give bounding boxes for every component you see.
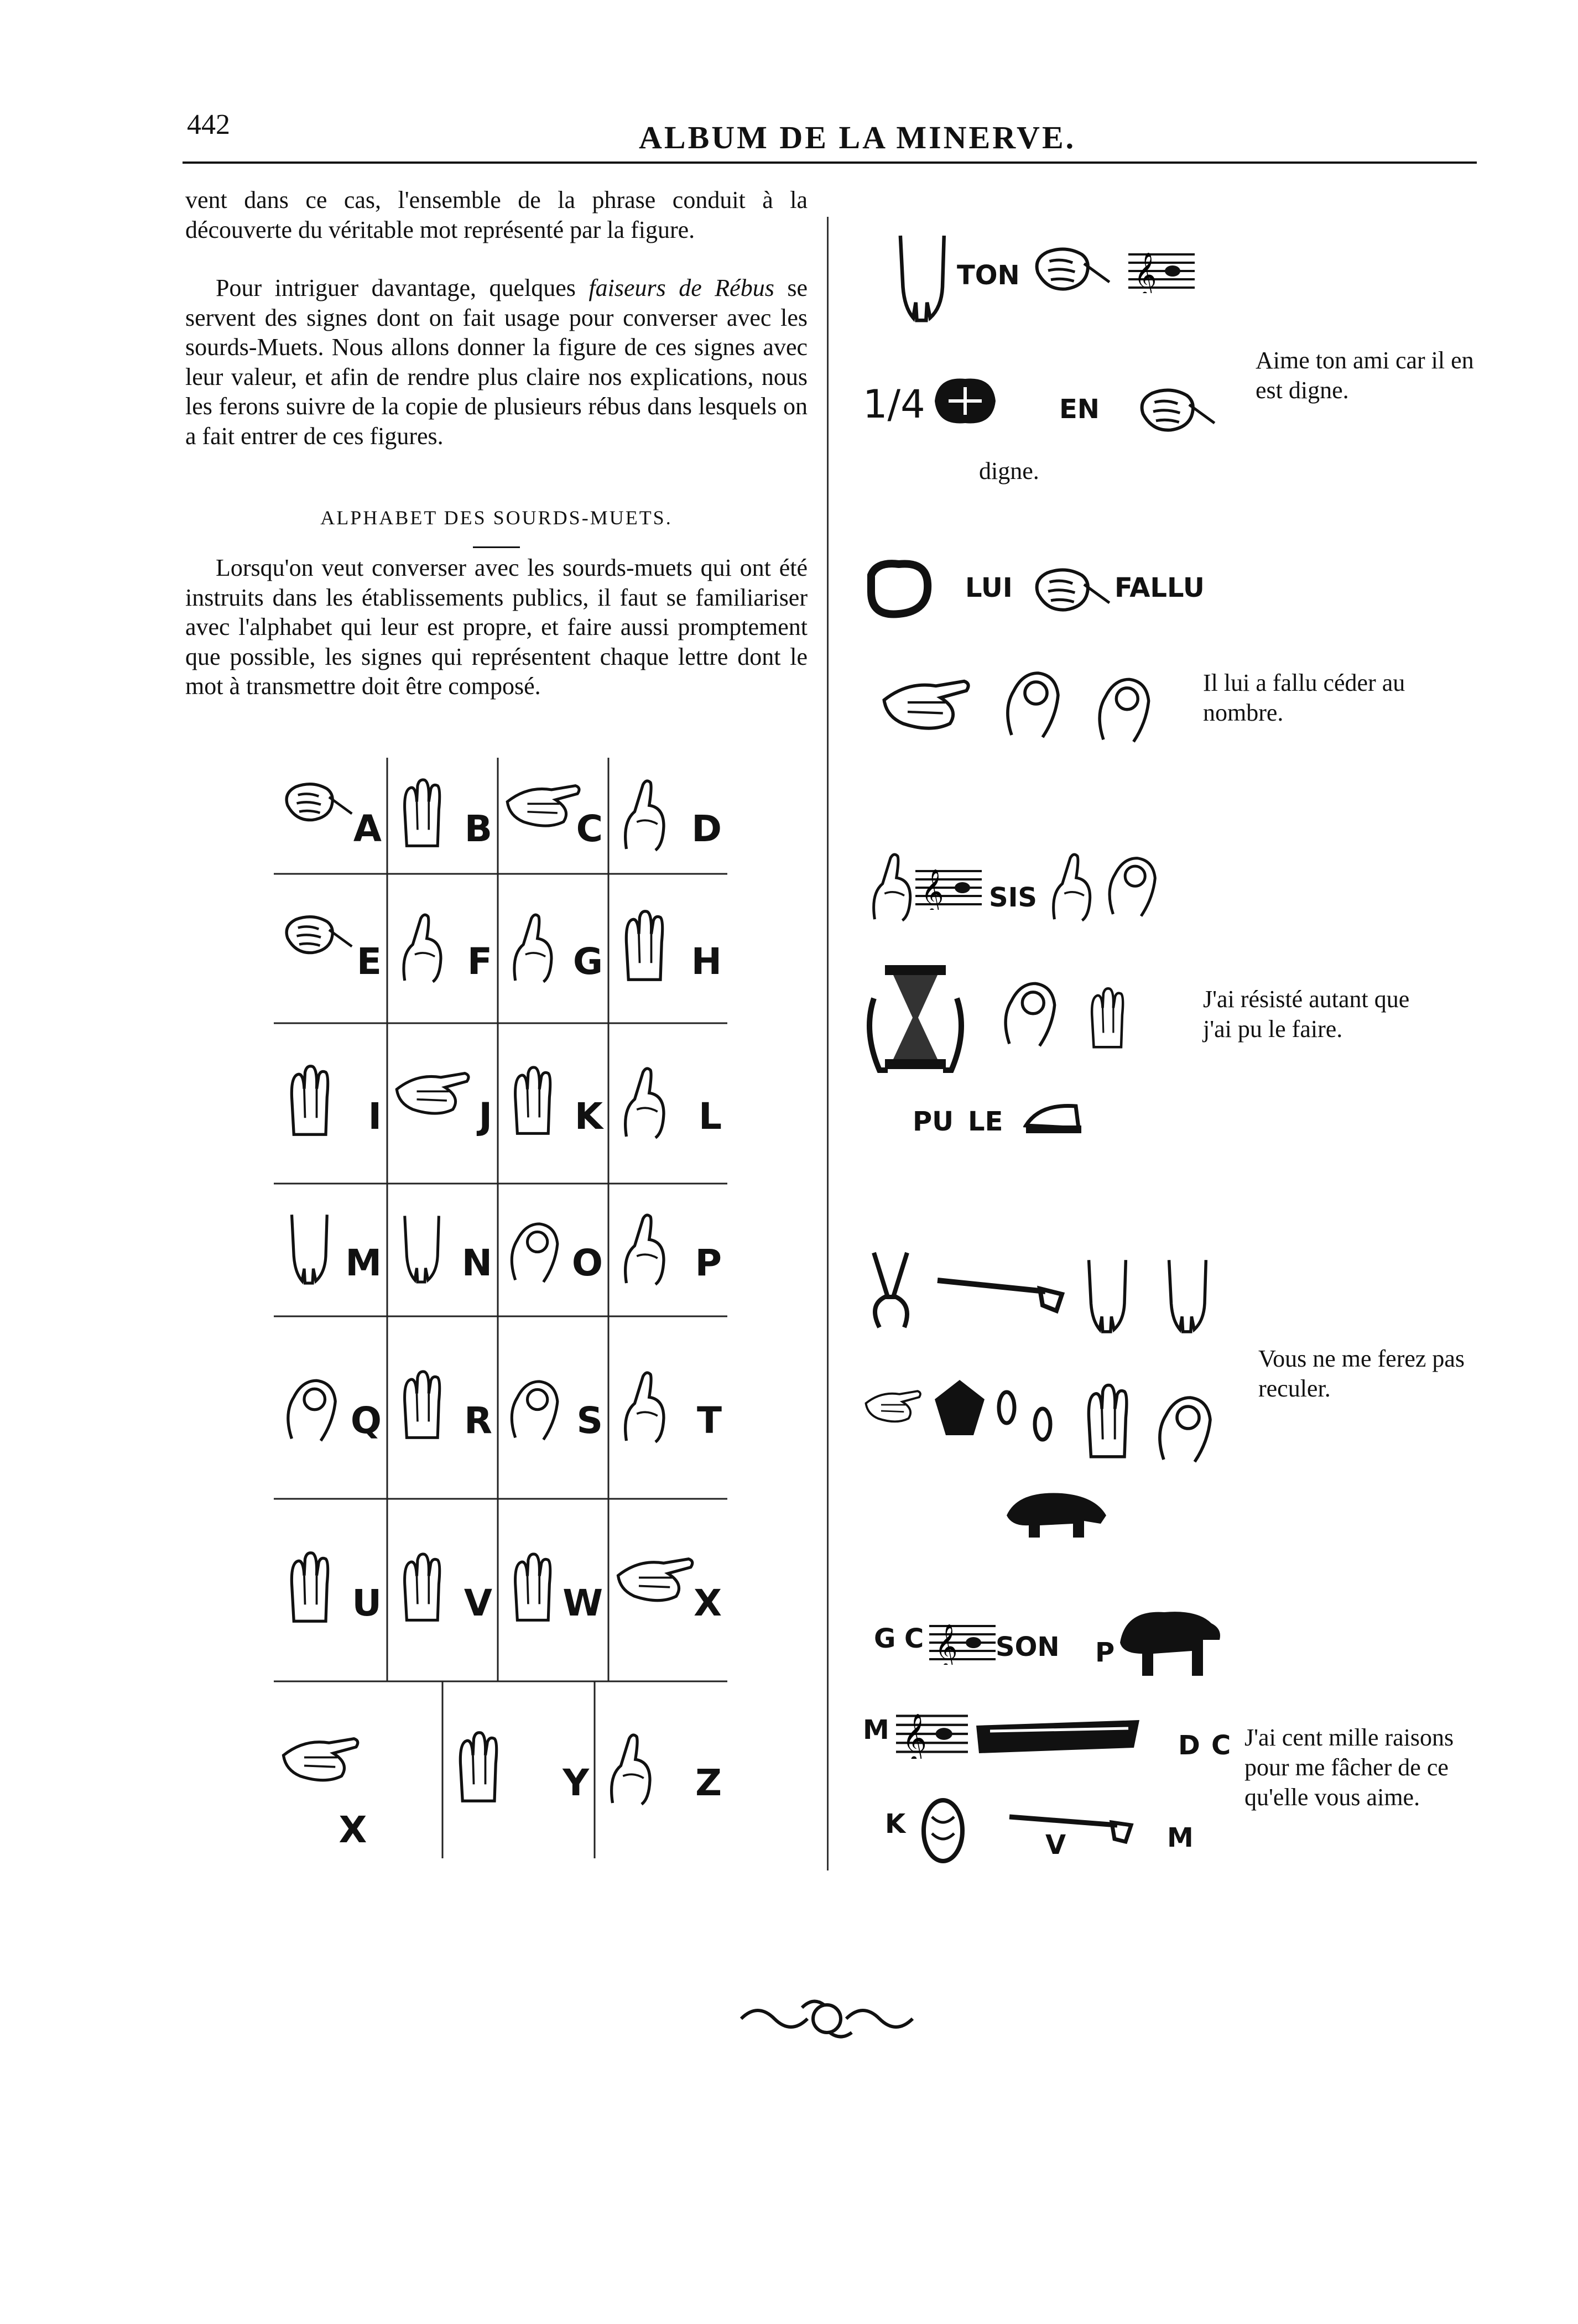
rebus-2: [863, 548, 1477, 780]
sign-hand-icon: [503, 904, 584, 993]
hourglass-icon: [863, 960, 968, 1076]
rebus-answer: Vous ne me ferez pas reculer.: [1258, 1345, 1465, 1402]
alphabet-cell-q: [274, 1316, 387, 1499]
alphabet-letter: B: [464, 807, 492, 850]
hand-ring-icon: [1150, 1377, 1217, 1471]
music-staff-icon: [929, 1620, 996, 1668]
sign-hand-icon: [393, 1059, 473, 1148]
rebus-word: C: [1211, 1730, 1231, 1761]
svg-text:𝄞: 𝄞: [935, 1623, 958, 1665]
rebus-word: M: [1167, 1822, 1194, 1853]
paragraph-2-text-b: se servent des signes dont on fait usage pour converser avec les sourds-Muets. Nous allons donner la figure de ces signes avec leur valeur, et afin de rendre plus claire nos explications, nous les ferons suivre de la copie de plusieurs rébus dans lesquels on a fait entrer de ces figures.: [185, 274, 808, 450]
rebus-3: [863, 841, 1477, 1173]
rebus-answer: J'ai cent mille raisons pour me fâcher de ce qu'elle vous aime.: [1244, 1724, 1454, 1811]
section-heading: ALPHABET DES SOURDS-MUETS.: [320, 507, 673, 529]
alphabet-letter: J: [478, 1095, 492, 1138]
paragraph-2-italic: faiseurs de Rébus: [589, 274, 774, 301]
boar-icon: [1001, 1482, 1112, 1543]
alphabet-cell-x: [274, 1681, 442, 1858]
fraction: 1/4: [863, 382, 925, 427]
alphabet-letter: R: [464, 1399, 492, 1442]
alphabet-cell-m: [274, 1184, 387, 1316]
iron-icon: [1023, 1095, 1084, 1139]
alphabet-letter: I: [368, 1095, 382, 1138]
hand-fist-icon: [1134, 379, 1217, 440]
alphabet-cell-c: [498, 758, 608, 874]
alphabet-letter: P: [695, 1242, 722, 1284]
alphabet-cell-o: [498, 1184, 608, 1316]
alphabet-cell-i: [274, 1023, 387, 1184]
rebus-word: P: [1095, 1637, 1115, 1668]
sign-hand-icon: [393, 772, 473, 860]
alphabet-cell-n: [387, 1184, 498, 1316]
music-staff-icon: [913, 866, 985, 913]
hand-point-icon: [1043, 841, 1098, 935]
sign-hand-icon: [279, 1546, 362, 1634]
sign-hand-icon: [393, 1546, 473, 1634]
rebus-1: [863, 221, 1477, 509]
alphabet-letter: H: [691, 940, 722, 983]
paragraph-3-text: Lorsqu'on veut converser avec les sourds-muets qui ont été instruits dans les établissements publics, il faut se familiariser avec l'alphabet qui leur est propre, et faire aussi promptement que possible, les signes qui représentent chaque lettre dont le mot à transmettre doit être composé.: [185, 554, 808, 700]
alphabet-cell-s: [498, 1316, 608, 1499]
svg-text:𝄞: 𝄞: [921, 868, 944, 910]
alphabet-letter: M: [345, 1242, 382, 1284]
alphabet-cell-b: [387, 758, 498, 874]
rebus-word: LUI: [965, 572, 1013, 603]
rebus-word: SIS: [989, 882, 1037, 913]
rebus-answer: J'ai résisté autant que j'ai pu le faire.: [1203, 986, 1410, 1043]
hand-up-icon: [1081, 979, 1131, 1062]
alphabet-cell-p: [608, 1184, 727, 1316]
rebus-word: V: [1045, 1830, 1066, 1861]
hand-point-icon: [863, 843, 918, 932]
alphabet-cell-w: [498, 1499, 608, 1681]
alphabet-cell-j: [387, 1023, 498, 1184]
bear-icon: [1115, 1598, 1225, 1681]
leaf-icon: [926, 371, 1004, 431]
hand-down-icon: [1076, 1244, 1137, 1349]
sign-hand-icon: [503, 772, 584, 860]
paragraph-1: vent dans ce cas, l'ensemble de la phrase conduit à la découverte du véritable mot représenté par la figure.: [185, 186, 808, 243]
hand-ring-icon: [1090, 666, 1156, 744]
svg-text:𝄞: 𝄞: [1134, 252, 1157, 293]
alphabet-letter: N: [461, 1242, 492, 1284]
sign-hand-icon: [614, 1059, 697, 1148]
plank-icon: [973, 1709, 1145, 1764]
alphabet-cell-d: [608, 758, 727, 874]
hand-fist-icon: [1029, 553, 1112, 625]
alphabet-letter: Y: [563, 1762, 589, 1804]
running-head-title: ALBUM DE LA MINERVE.: [639, 119, 1076, 155]
alphabet-cell-f: [387, 874, 498, 1023]
rebus-word: SON: [996, 1632, 1060, 1663]
music-staff-icon: [1128, 249, 1195, 296]
rebus-word: digne.: [979, 457, 1039, 484]
alphabet-letter: X: [694, 1582, 722, 1624]
sign-hand-icon: [279, 1363, 362, 1452]
sign-hand-icon: [503, 1059, 584, 1148]
alphabet-cell-r: [387, 1316, 498, 1499]
alphabet-letter: V: [463, 1582, 492, 1624]
sign-hand-icon: [600, 1726, 683, 1814]
rebus-answer: Il lui a fallu céder au nombre.: [1203, 669, 1405, 726]
alphabet-cell-h: [608, 874, 727, 1023]
hand-flat-icon: [863, 1366, 924, 1444]
sign-hand-icon: [279, 772, 362, 860]
sign-hand-icon: [614, 1546, 697, 1634]
ornament-icon: [736, 1991, 918, 2049]
rebus-word: LE: [968, 1106, 1003, 1137]
bean-icon: [996, 1388, 1018, 1427]
alphabet-letter: G: [572, 940, 603, 983]
hand-fist-icon: [1029, 238, 1112, 299]
alphabet-letter: S: [576, 1399, 603, 1442]
rebus-word: K: [885, 1809, 906, 1840]
alphabet-cell-a: [274, 758, 387, 874]
oyster-icon: [918, 1795, 968, 1867]
sign-hand-icon: [393, 904, 473, 993]
alphabet-cell-u: [274, 1499, 387, 1681]
alphabet-letter: O: [571, 1242, 603, 1284]
pipe-icon: [1007, 1809, 1139, 1847]
svg-text:𝄞: 𝄞: [902, 1713, 927, 1759]
alphabet-letter: U: [352, 1582, 382, 1624]
alphabet-letter: E: [356, 940, 382, 983]
rebus-word: FALLU: [1115, 572, 1205, 603]
sign-hand-icon: [279, 1059, 362, 1148]
hand-ring-icon: [996, 971, 1062, 1048]
rebus-word: C: [904, 1623, 924, 1654]
hand-down-icon: [885, 227, 957, 332]
alphabet-cell-g: [498, 874, 608, 1023]
sign-hand-icon: [614, 1363, 697, 1452]
rebus-4: [863, 1239, 1477, 1560]
alphabet-letter: C: [576, 807, 603, 850]
alphabet-letter: F: [467, 940, 492, 983]
page-number: 442: [187, 109, 230, 140]
alphabet-letter: K: [574, 1095, 603, 1138]
hand-up-icon: [1076, 1377, 1137, 1471]
paragraph-2-text-a: Pour intriguer davantage, quelques: [216, 274, 589, 301]
alphabet-letter: T: [696, 1399, 722, 1442]
alphabet-letter: W: [563, 1582, 603, 1624]
shield-icon: [929, 1377, 990, 1438]
rebus-word: G: [874, 1623, 896, 1654]
alphabet-letter: D: [691, 807, 722, 850]
sign-hand-icon: [393, 1363, 473, 1452]
rock-icon: [866, 559, 932, 619]
sign-hand-icon: [279, 904, 362, 993]
music-staff-icon: [896, 1709, 968, 1762]
sign-hand-icon: [448, 1726, 531, 1814]
rebus-5: [863, 1598, 1477, 1886]
hand-flat-icon: [879, 669, 973, 736]
sign-hand-icon: [614, 904, 697, 993]
hand-ring-icon: [998, 658, 1065, 741]
rebus-answer: Aime ton ami car il en est digne.: [1256, 347, 1474, 404]
rebus-word: EN: [1059, 394, 1100, 425]
pipe-icon: [935, 1272, 1067, 1316]
rebus-word: D: [1178, 1730, 1200, 1761]
hand-v-icon: [863, 1250, 918, 1333]
alphabet-letter: L: [698, 1095, 722, 1138]
alphabet-cell-k: [498, 1023, 608, 1184]
alphabet-cell-v: [387, 1499, 498, 1681]
sign-hand-icon: [614, 1206, 697, 1294]
sign-hand-icon: [279, 1726, 362, 1814]
alphabet-cell-y: [442, 1681, 595, 1858]
alphabet-letter: Z: [695, 1762, 722, 1804]
bean-icon: [1032, 1405, 1054, 1444]
alphabet-cell-x: [608, 1499, 727, 1681]
alphabet-cell-l: [608, 1023, 727, 1184]
sign-hand-icon: [614, 772, 697, 860]
alphabet-letter: A: [353, 807, 382, 850]
alphabet-cell-e: [274, 874, 387, 1023]
rebus-word: M: [863, 1715, 889, 1745]
rebus-word: TON: [957, 260, 1020, 291]
alphabet-letter: X: [338, 1809, 367, 1851]
sign-hand-icon: [393, 1206, 473, 1294]
alphabet-cell-z: [595, 1681, 727, 1858]
hand-ring-icon: [1101, 846, 1162, 918]
rebus-word: PU: [913, 1106, 954, 1137]
sign-hand-icon: [503, 1363, 584, 1452]
alphabet-cell-t: [608, 1316, 727, 1499]
hand-down-icon: [1156, 1244, 1217, 1349]
alphabet-letter: Q: [350, 1399, 382, 1442]
